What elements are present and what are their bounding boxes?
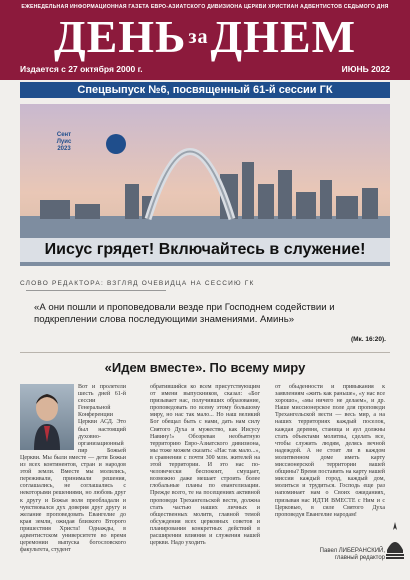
article-column-2: обратившийся ко всем присутствующим от имени выпускников, сказал: «Бог призывает нас, получивших образование, проповедовать по всему этому большому миру, но нас так мало... Но наш великий Бог обещал быть с нами, дать нам силу Святого Духа и мужество, как Иисусу Навину!» Обозревая необъятную территорию Евро-Азиатского дивизиона, мы тоже можем сказать: «Нас так мало...», в сравнении с почти 300 млн. жителей на этой территории. И это нас по-человечески беспокоит, смущает, возможно даже мешает строить более глобальные планы по евангелизации. Прежде всего, те на посещениях активной проповеди Трехангельской вести, должна стать частью наших личных и общественных молитв, главной темой обсуждения всех церковных советов и планирования конкретных действий в расширении влияния и служения нашей церкви. Надо уходить [150,384,260,547]
event-logo: Сент Луис 2023 [56,132,72,152]
masthead [0,0,410,80]
church-logo-icon [106,134,126,154]
title-right: ДНЕМ [210,11,357,62]
divider [26,290,166,291]
editor-section-label [20,280,390,294]
special-issue-bar: Спецвыпуск №6, посвященный 61-й сессии ГК [20,82,390,98]
signature-role: главный редактор [334,555,385,562]
quote-text: «А они пошли и проповедовали везде при Господнем содействии и подкреплении слова последующими знамениями. Аминь» [34,302,335,325]
signature-name: Павел ЛИБЕРАНСКИЙ, [319,548,385,554]
column-1-text: Вот и пролетели шесть дней 61-й сессии Генеральной Конференции Церкви АСД. Это был настоящий духовно-организационный пир Божьей Церкви. Мы были вместе — дети Божьи из всех континентов, стран и народов этой земли. Вместе мы молились, переживали, принимали решения, соглашались, не соглашались с некоторыми решениями, но любовь друг к другу и Божья воля преобладали и чувствовался дух доверия друг другу и желание проповедовать Евангелие до края земли, ожидая близкого Второго пришествия Христа! Однажды, в адвентистском университете во время церемонии выпуска богословского факультета, студент [20,384,126,554]
author-portrait [20,384,74,450]
scripture-quote [34,302,386,343]
photo-banner: Иисус грядет! Включайтесь в служение! [20,238,390,262]
quote-reference: (Мк. 16:20). [350,336,386,343]
article-column-3: от обыденности и привыкания к заявлениям «жить как раньше», «у нас все хорошо», «мы ничего не делаем», и др. Наше миссионерское поле для проповеди Трехангельской вести — весь мир, а на наших территориях каждый поселок, каждая деревня, станица и аул должны стать объектами молитвы, сделать все, чтобы служить людям, делясь вечной надеждой. А не стоит ли в каждом молитвенном доме иметь карту миссионерской территории вашей общины? Время поставить на карту нашей миссии каждый город, каждый дом, молиться и трудиться. Господь еще раз напоминает нам о Своих ожиданиях, призывая нас ИДТИ ВМЕСТЕ с Ним и с Церковью, в силе Святого Духа проповедуя Евангелие народам! [275,384,385,518]
article-headline: «Идем вместе». По всему миру [104,360,306,375]
title-mid: за [188,26,209,49]
title-left: ДЕНЬ [53,11,187,62]
editor-label-text: СЛОВО РЕДАКТОРА: ВЗГЛЯД ОЧЕВИДЦА НА СЕССИЮ ГК [20,280,255,287]
sda-church-logo-icon [384,520,406,560]
issue-date: ИЮНЬ 2022 [341,64,390,74]
cover-photo [20,104,390,266]
newspaper-title [0,12,410,66]
since-date: Издается с 27 октября 2000 г. [20,64,143,74]
masthead-tagline: ЕЖЕНЕДЕЛЬНАЯ ИНФОРМАЦИОННАЯ ГАЗЕТА ЕВРО-АЗИАТСКОГО ДИВИЗИОНА ЦЕРКВИ ХРИСТИАН АДВЕНТИСТОВ СЕДЬМОГО ДНЯ [21,4,389,10]
author-signature [275,548,385,562]
section-divider [20,352,390,353]
